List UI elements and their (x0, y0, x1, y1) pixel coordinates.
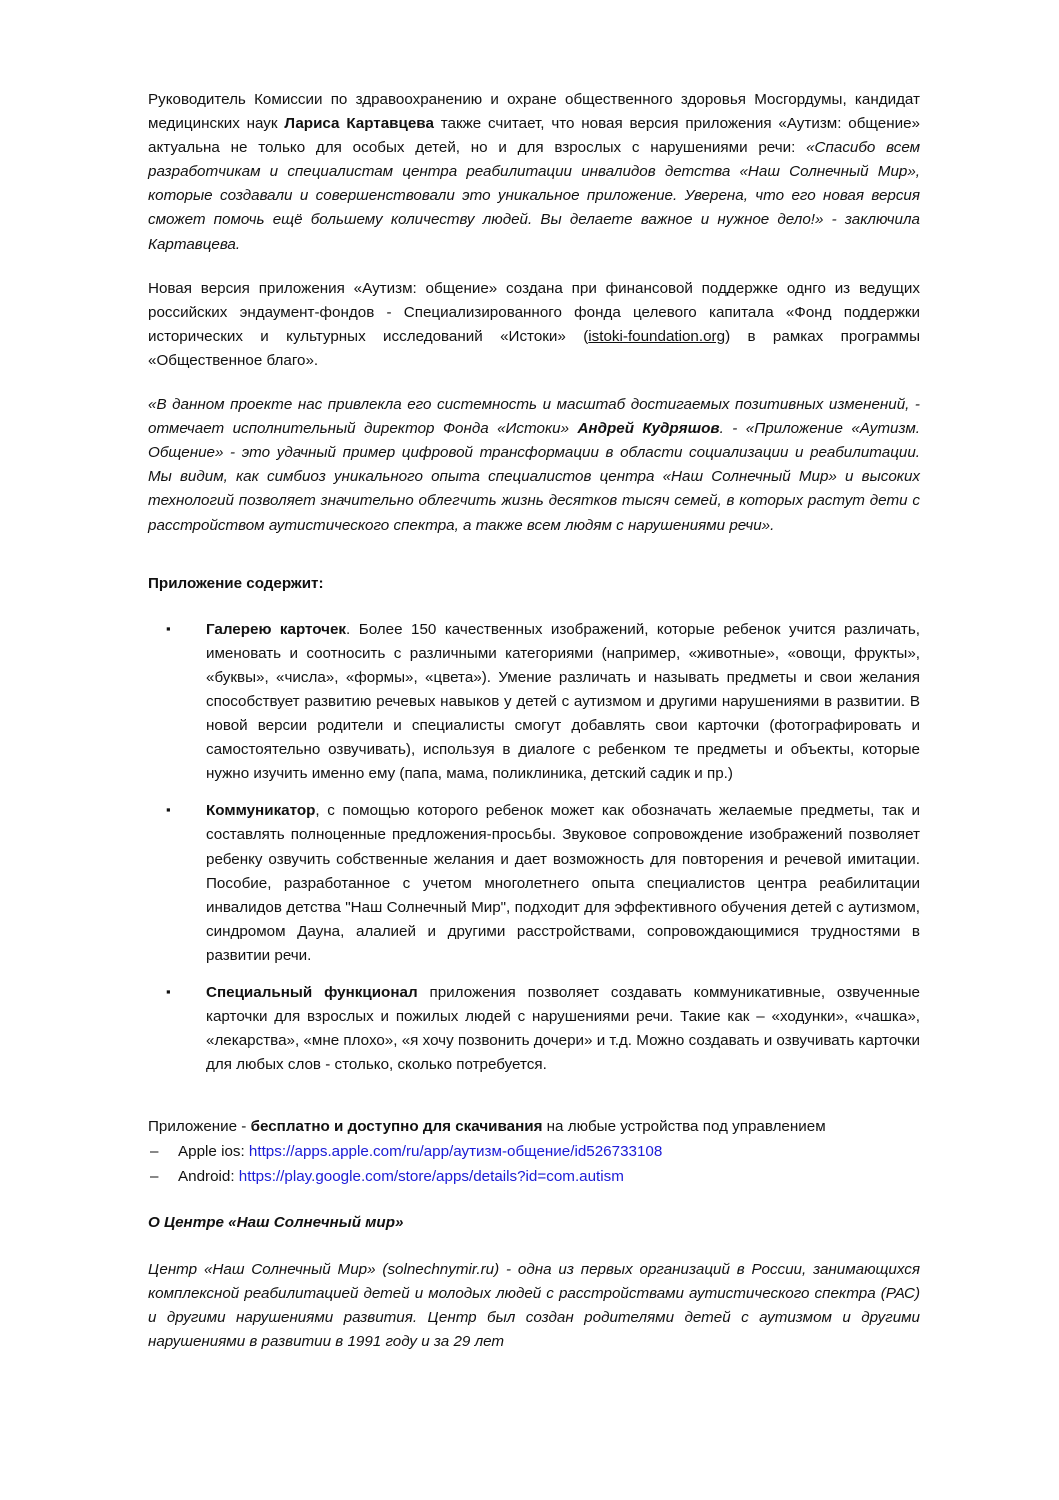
list-item (148, 618, 920, 787)
paragraph-funding-part2: ) в рамках программы «Общественное благо». (148, 327, 920, 369)
spacer (148, 1189, 920, 1211)
download-availability (148, 1115, 920, 1139)
list-item (148, 799, 920, 968)
istoki-foundation-link[interactable]: istoki-foundation.org (588, 327, 726, 345)
quote-kudryashov-part1: «В данном проекте нас привлекла его системность и масштаб достигаемых позитивных изменений, - отмечает исполнительный директор Фонда «Истоки» (148, 396, 920, 438)
download-bold: бесплатно и доступно для скачивания (250, 1118, 543, 1136)
feature-lead-communicator: Коммуникатор (206, 802, 316, 820)
download-links-list (148, 1139, 920, 1189)
paragraph-about-center: Центр «Наш Солнечный Мир» (solnechnymir.ru) - одна из первых организаций в России, занимающихся комплексной реабилитацией детей и молодых людей с расстройствами аутистического спектра (РАС) и другими нарушениями развития. Центр был создан родителями детей с аутизмом и другими нарушениями в развитии в 1991 году и за 29 лет (148, 1260, 920, 1350)
feature-text-gallery: . Более 150 качественных изображений, которые ребенок учится различать, именовать и соотносить с различными категориями (например, «животные», «овощи, фрукты», «буквы», «числа», «формы», «цвета»). Умение различать и называть предметы и свои желания способствует развитию речевых навыков у детей с аутизмом и другими нарушениями в развитии. В новой версии родители и специалисты смогут добавлять свои карточки (фотографировать и самостоятельно озвучивать), используя в диалоге с ребенком те предметы и объекты, которые нужно изучить именно ему (папа, мама, поликлиника, детский садик и пр.) (206, 620, 920, 783)
download-suffix: на любые устройства под управлением (542, 1118, 826, 1136)
feature-text-special: приложения позволяет создавать коммуникативные, озвученные карточки для взрослых и пожилых людей с нарушениями речи. Такие как – «ходунки», «чашка», «лекарства», «мне плохо», «я хочу позвонить дочери» и т.д. Можно создавать и озвучивать карточки для любых слов - столько, сколько потребуется. (206, 984, 920, 1074)
quote-kartavtseva: «Спасибо всем разработчикам и специалистам центра реабилитации инвалидов детства «Наш Солнечный Мир», которые создавали и совершенствовали это уникальное приложение. Уверена, что его новая версия сможет помочь ещё большему количеству людей. Вы делаете важное и нужное дело!» - заключила Картавцева. (148, 139, 921, 253)
download-link-ios[interactable]: https://apps.apple.com/ru/app/аутизм-общение/id526733108 (248, 1143, 663, 1161)
person-name-kudryashov: Андрей Кудряшов (577, 420, 720, 438)
paragraph-kartavtseva-intro: Руководитель Комиссии по здравоохранению и охране общественного здоровья Мосгордумы, кандидат медицинских наук (148, 91, 920, 133)
spacer (148, 1093, 920, 1115)
spacer (148, 558, 920, 572)
paragraph-kudryashov (148, 393, 920, 538)
paragraph-funding (148, 277, 920, 373)
document-body (148, 88, 920, 1354)
feature-lead-special: Специальный функционал (206, 984, 418, 1001)
section-heading-contains: Приложение содержит: (148, 574, 324, 592)
download-link-android[interactable]: https://play.google.com/store/apps/details?id=com.autism (238, 1168, 624, 1186)
list-item (148, 1164, 920, 1189)
download-prefix: Приложение - (148, 1118, 251, 1136)
paragraph-kartavtseva-mid: также считает, что новая версия приложения «Аутизм: общение» актуальна не только для особых детей, но и для взрослых с нарушениями речи: (148, 115, 920, 157)
features-list (148, 618, 920, 1078)
paragraph-kartavtseva (148, 88, 920, 257)
feature-lead-gallery: Галерею карточек (206, 620, 347, 638)
section-heading-about: О Центре «Наш Солнечный мир» (148, 1214, 404, 1232)
download-label-android: Android: (178, 1168, 239, 1186)
quote-kudryashov-part2: . - «Приложение «Аутизм. Общение» - это удачный пример цифровой трансформации в области социализации и реабилитации. Мы видим, как симбиоз уникального опыта специалистов центра «Наш Солнечный Мир» и высоких технологий позволяет значительно облегчить жизнь десятков тысяч семей, в которых растут дети с расстройством аутистического спектра, а также всем людям с нарушениями речи». (148, 420, 920, 534)
person-name-kartavtseva: Лариса Картавцева (284, 115, 434, 133)
list-item (148, 1139, 920, 1164)
list-item (148, 981, 920, 1077)
paragraph-funding-part1: Новая версия приложения «Аутизм: общение» создана при финансовой поддержке однго из ведущих российских эндаумент-фондов - Специализированного фонда целевого капитала «Фонд поддержки исторических и культурных исследований «Истоки» ( (148, 279, 920, 345)
feature-text-communicator: , с помощью которого ребенок может как обозначать желаемые предметы, так и составлять полноценные предложения-просьбы. Звуковое сопровождение изображений позволяет ребенку озвучить собственные желания и дает возможность для повторения и речевой имитации. Пособие, разработанное с учетом многолетнего опыта специалистов центра реабилитации инвалидов детства "Наш Солнечный Мир", подходит для эффективного обучения детей с аутизмом, синдромом Дауна, алалией и другими расстройствами, сопровождающимися трудностями в развитии речи. (206, 802, 920, 964)
download-label-ios: Apple ios: (178, 1143, 249, 1161)
